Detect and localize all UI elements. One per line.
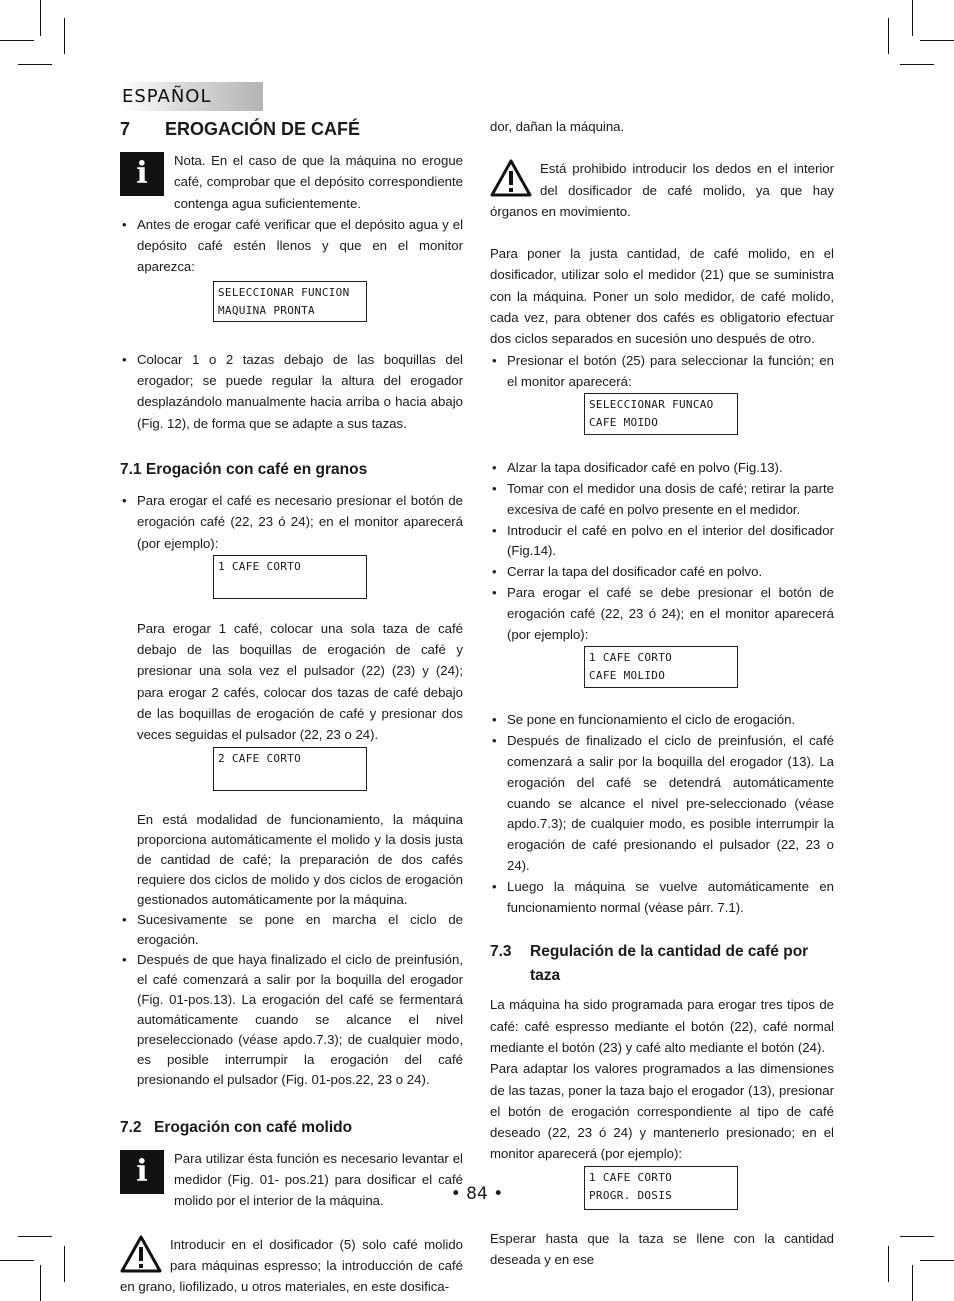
list-item: • Introducir el café en polvo en el interior del dosificador (Fig.14). [490, 521, 834, 563]
display-line: CAFE MOLIDO [589, 669, 666, 683]
list-item: • Presionar el botón (25) para seleccionar la función; en el monitor aparecerá: [490, 350, 834, 393]
list-item: • Colocar 1 o 2 tazas debajo de las boquillas del erogador; se puede regular la altura del erogador desplazándolo manualmente hacia arriba o hacia abajo (Fig. 12), de forma que se adapte a sus tazas. [120, 349, 463, 434]
list-item: • Cerrar la tapa del dosificador café en polvo. [490, 562, 834, 583]
section-7-heading [120, 116, 463, 142]
page-number: • 84 • [450, 1184, 504, 1204]
list-item: • Antes de erogar café verificar que el depósito agua y el depósito café estén llenos y que en el monitor aparezca: [120, 214, 463, 278]
bullet-list [120, 214, 463, 278]
section-title: Erogación con café molido [154, 1118, 353, 1136]
crop-mark [0, 40, 34, 41]
bullet-list [490, 350, 834, 393]
display-line: CAFE MOIDO [589, 416, 659, 430]
list-item: • Alzar la tapa dosificador café en polvo (Fig.13). [490, 458, 834, 479]
crop-mark [18, 1236, 52, 1237]
section-title-line2: taza [530, 967, 561, 985]
bullet-list [120, 490, 463, 554]
list-item: • Para erogar el café es necesario presionar el botón de erogación café (22, 23 ó 24); en el monitor aparecerá (por ejemplo): [120, 490, 463, 554]
crop-mark [18, 64, 52, 65]
display-line: 2 CAFE CORTO [218, 751, 302, 765]
crop-mark [64, 18, 65, 54]
crop-mark [900, 64, 934, 65]
list-item: • Para erogar el café se debe presionar el botón de erogación café (22, 23 ó 24); en el monitor aparecerá (por ejemplo): [490, 583, 834, 645]
language-tab [120, 82, 263, 111]
list-item: • Tomar con el medidor una dosis de café; retirar la parte excesiva de café en polvo presente en el medidor. [490, 479, 834, 521]
note-text: Nota. En el caso de que la máquina no erogue café, comprobar que el depósito correspondiente contenga agua suficientemente. [174, 153, 463, 211]
list-item: • Se pone en funcionamiento el ciclo de erogación. [490, 710, 834, 731]
paragraph: En está modalidad de funcionamiento, la máquina proporciona automáticamente el molido y la dosis justa de cantidad de café; la preparación de dos cafés requiere dos ciclos de molido y dos ciclos de erogación gestionados automáticamente por la máquina. [137, 811, 463, 907]
bullet-list [120, 910, 463, 1090]
warning-text-continued: dor, dañan la máquina. [490, 119, 625, 134]
paragraph: Para erogar 1 café, colocar una sola taza de café debajo de las boquillas de erogación de café y presionar una sola vez el pulsador (22) (23) y (24); para erogar 2 cafés, colocar dos tazas de café debajo de las boquillas de erogación de café y presionar dos veces seguidas el pulsador (22, 23 o 24). [137, 620, 463, 743]
crop-mark [912, 0, 913, 36]
crop-mark [888, 1246, 889, 1282]
paragraph: Esperar hasta que la taza se llene con la cantidad deseada y en ese [490, 1230, 834, 1268]
display-screen [213, 747, 367, 791]
warning-note [490, 158, 834, 222]
display-line: SELECCIONAR FUNCAO [589, 398, 714, 412]
display-line: MAQUINA PRONTA [218, 303, 315, 317]
right-column [490, 116, 834, 1270]
paragraph: Para adaptar los valores programados a las dimensiones de las tazas, poner la taza bajo el erogador (13), presionar el botón de erogación correspondiente al tipo de café deseado (22, 23 ó 24) y mantenerlo presionado; en el monitor aparecerá (por ejemplo): [490, 1061, 834, 1162]
crop-mark [920, 40, 954, 41]
crop-mark [0, 1260, 34, 1261]
section-number: 7 [120, 119, 131, 139]
section-7-1-heading: 7.1 Erogación con café en granos [120, 460, 368, 478]
warning-icon [490, 158, 532, 198]
warning-text: Está prohibido introducir los dedos en el interior del dosificador de café molido, ya que hay órganos en movimiento. [490, 161, 834, 219]
display-screen [213, 555, 367, 599]
crop-mark [920, 1260, 954, 1261]
display-line: 1 CAFE CORTO [218, 559, 302, 573]
crop-mark [900, 1236, 934, 1237]
list-item: • Sucesivamente se pone en marcha el ciclo de erogación. [120, 910, 463, 950]
info-icon: i [120, 1150, 164, 1194]
left-column [120, 116, 463, 1297]
display-screen [584, 393, 738, 435]
crop-mark [40, 1265, 41, 1301]
crop-mark [64, 1246, 65, 1282]
crop-mark [888, 18, 889, 54]
display-line: 1 CAFE CORTO [589, 1170, 673, 1184]
paragraph: La máquina ha sido programada para erogar tres tipos de café: café espresso mediante el botón (22), café normal mediante el botón (23) y café alto mediante el botón (24). [490, 997, 834, 1055]
list-item: • Después de que haya finalizado el ciclo de preinfusión, el café comenzará a salir por la boquilla del erogador (Fig. 01-pos.13). La erogación del café se fermentará automáticamente cuando se alcance el nivel preseleccionado (véase apdo.7.3); de cualquier modo, es posible interrumpir la erogación del café presionando el pulsador (Fig. 01-pos.22, 23 o 24). [120, 950, 463, 1090]
paragraph: Para poner la justa cantidad, de café molido, en el dosificador, utilizar solo el medidor (21) que se suministra con la máquina. Poner un solo medidor, de café molido, cada vez, para obtener dos cafés es obligatorio efectuar dos ciclos separados en sucesión uno después de otro. [490, 246, 834, 347]
crop-mark [912, 1265, 913, 1301]
section-7-3-heading [490, 940, 834, 988]
section-number: 7.2 [120, 1118, 142, 1136]
section-title: EROGACIÓN DE CAFÉ [165, 119, 361, 139]
list-item: • Luego la máquina se vuelve automáticamente en funcionamiento normal (véase párr. 7.1). [490, 877, 834, 919]
display-screen [584, 646, 738, 688]
info-note [120, 150, 463, 214]
info-icon: i [120, 152, 164, 196]
section-7-2-heading [120, 1116, 463, 1140]
warning-icon [120, 1234, 162, 1274]
list-item: • Después de finalizado el ciclo de preinfusión, el café comenzará a salir por la boquilla del erogador (13). La erogación del café se detendrá automáticamente cuando se alcance el nivel pre-seleccionado (véase apdo.7.3); de cualquier modo, es posible interrumpir la erogación de café presionando el pulsador (22, 23 o 24). [490, 731, 834, 877]
display-line: PROGR. DOSIS [589, 1188, 673, 1202]
warning-text: Introducir en el dosificador (5) solo café molido para máquinas espresso; la introducción de café en grano, liofilizado, u otros materiales, en este dosifica- [120, 1236, 463, 1295]
warning-note [120, 1234, 463, 1298]
crop-mark [40, 0, 41, 36]
section-number: 7.3 [490, 943, 512, 961]
note-text: Para utilizar ésta función es necesario levantar el medidor (Fig. 01- pos.21) para dosificar el café molido por el interior de la máquina. [174, 1150, 463, 1209]
language-label: ESPAÑOL [122, 86, 212, 107]
section-title: Regulación de la cantidad de café por [530, 943, 809, 961]
bullet-list [490, 710, 834, 918]
display-screen [213, 281, 367, 322]
display-line: 1 CAFE CORTO [589, 651, 673, 665]
display-line: SELECCIONAR FUNCION [218, 285, 350, 299]
bullet-list [120, 349, 463, 434]
bullet-list [490, 458, 834, 645]
